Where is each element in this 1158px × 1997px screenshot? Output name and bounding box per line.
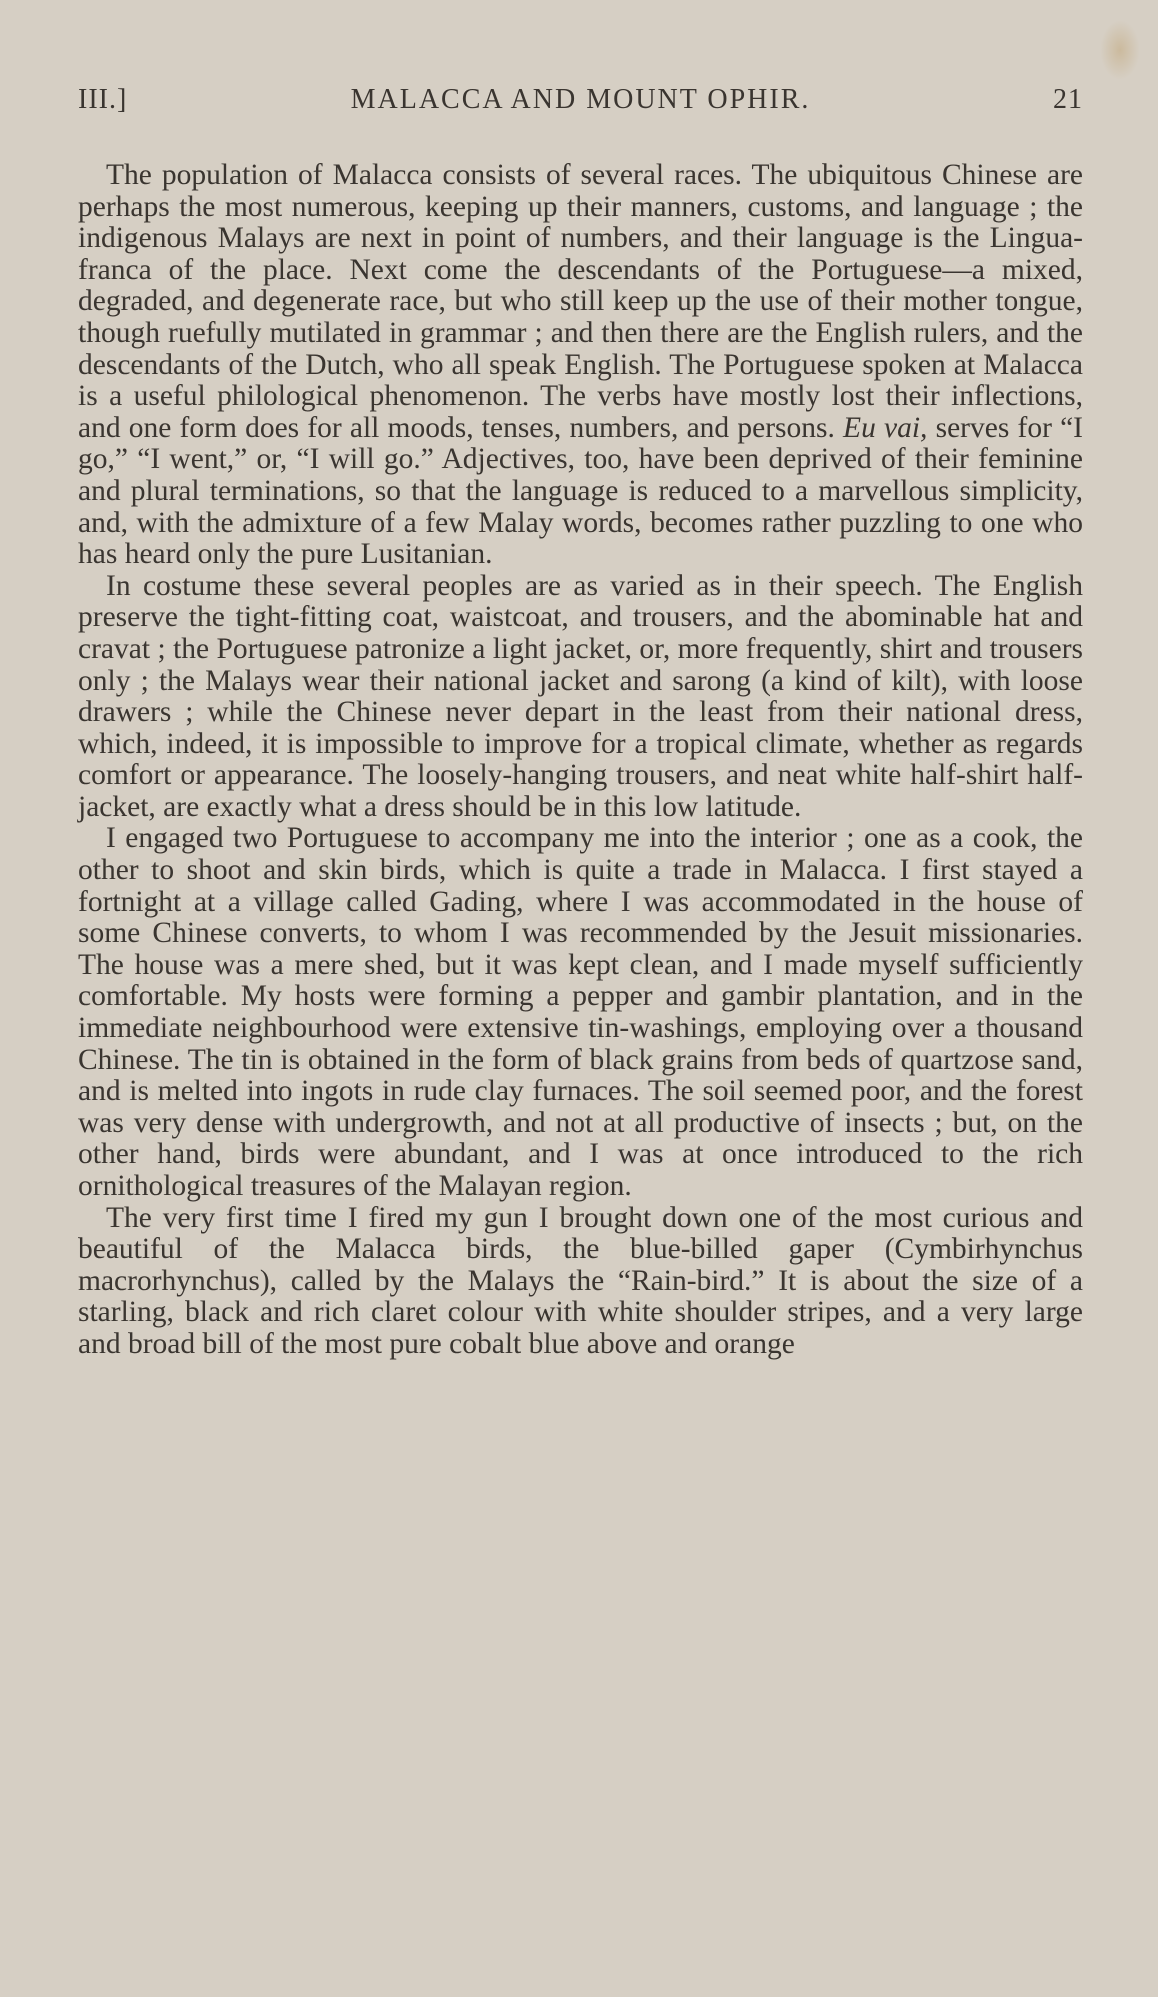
body-text [78, 160, 1083, 1361]
paragraph-costume: In costume these several peoples are as varied as in their speech. The English preserve the tight-fitting coat, waistcoat, and trousers, and the abominable hat and cravat ; the Portuguese patronize a light jacket, or, more frequently, shirt and trousers only ; the Malays wear their national jacket and sarong (a kind of kilt), with loose drawers ; while the Chinese never depart in the least from their national dress, which, indeed, it is impossible to improve for a tropical climate, whether as regards comfort or appearance. The loosely-hanging trousers, and neat white half-shirt half-jacket, are exactly what a dress should be in this low latitude. [78, 569, 1083, 823]
page-number: 21 [1053, 84, 1083, 115]
paragraph-gading: I engaged two Portuguese to accompany me into the interior ; one as a cook, the other to shoot and skin birds, which is quite a trade in Malacca. I first stayed a fortnight at a village called Gading, where I was accommodated in the house of some Chinese converts, to whom I was recommended by the Jesuit missionaries. The house was a mere shed, but it was kept clean, and I made myself sufficiently comfortable. My hosts were forming a pepper and gambir plantation, and in the immediate neighbourhood were extensive tin-washings, employing over a thousand Chinese. The tin is obtained in the form of black grains from beds of quartzose sand, and is melted into ingots in rude clay furnaces. The soil seemed poor, and the forest was very dense with undergrowth, and not at all productive of insects ; but, on the other hand, birds were abundant, and I was at once introduced to the rich ornithological treasures of the Malayan region. [78, 822, 1083, 1202]
paper-stain [1100, 20, 1140, 80]
paragraph-rain-bird: The very first time I fired my gun I brought down one of the most curious and beautiful of the Malacca birds, the blue-billed gaper (Cymbirhynchus macrorhynchus), called by the Malays the “Rain-bird.” It is about the size of a starling, black and rich claret colour with white shoulder stripes, and a very large and broad bill of the most pure cobalt blue above and orange [78, 1201, 1083, 1360]
running-title: MALACCA AND MOUNT OPHIR. [350, 84, 811, 115]
running-header [78, 84, 1083, 124]
chapter-marker: III.] [78, 84, 128, 115]
paragraph-population: The population of Malacca consists of several races. The ubiquitous Chinese are perhaps the most numerous, keeping up their manners, customs, and language ; the indigenous Malays are next in point of numbers, and their language is the Lingua-franca of the place. Next come the descendants of the Portuguese—a mixed, degraded, and degenerate race, but who still keep up the use of their mother tongue, though ruefully mutilated in grammar ; and then there are the English rulers, and the descendants of the Dutch, who all speak English. The Portuguese spoken at Malacca is a useful philological phenomenon. The verbs have mostly lost their inflections, and one form does for all moods, tenses, numbers, and persons. Eu vai, serves for “I go,” “I went,” or, “I will go.” Adjectives, too, have been deprived of their feminine and plural terminations, so that the language is reduced to a marvellous simplicity, and, with the admixture of a few Malay words, becomes rather puzzling to one who has heard only the pure Lusitanian. [78, 159, 1083, 571]
